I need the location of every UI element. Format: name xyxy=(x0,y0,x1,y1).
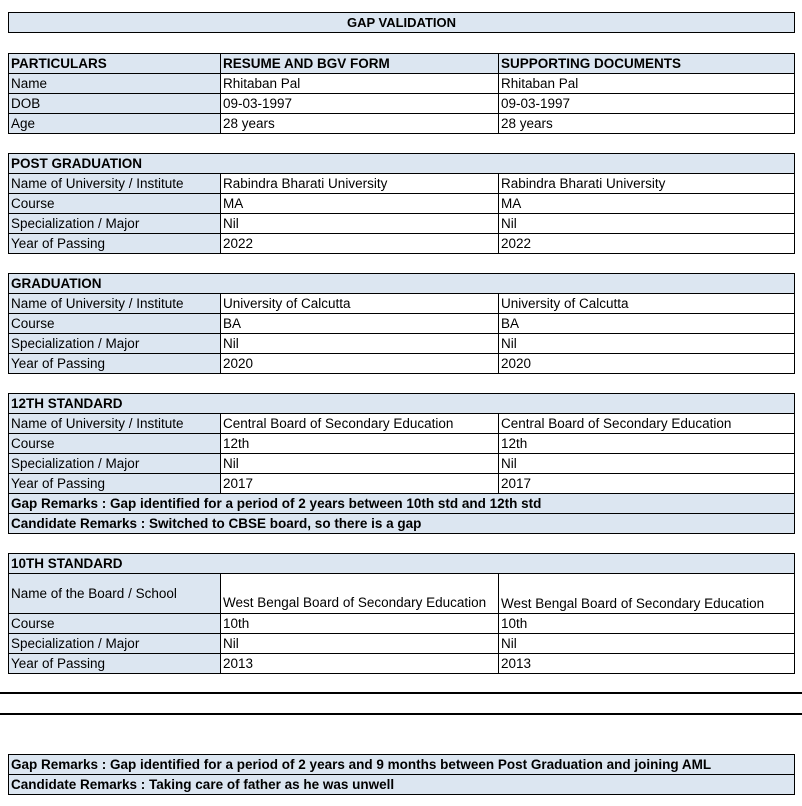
section-header-row xyxy=(9,554,795,574)
resume-value: Central Board of Secondary Education xyxy=(221,414,499,434)
document-value: 2020 xyxy=(499,354,795,374)
page-title: GAP VALIDATION xyxy=(8,12,795,33)
resume-value: BA xyxy=(221,314,499,334)
table-row xyxy=(9,74,795,94)
table-row xyxy=(9,354,795,374)
overall-remarks-table xyxy=(8,754,795,795)
row-label: Specialization / Major xyxy=(9,334,221,354)
document-value: 10th xyxy=(499,614,795,634)
document-value: Rhitaban Pal xyxy=(499,74,795,94)
resume-value: West Bengal Board of Secondary Education xyxy=(221,574,499,614)
section-heading: 12TH STANDARD xyxy=(9,394,795,414)
table-row xyxy=(9,474,795,494)
document-value: University of Calcutta xyxy=(499,294,795,314)
table-row xyxy=(9,234,795,254)
table-row xyxy=(9,574,795,614)
row-label: Age xyxy=(9,114,221,134)
remarks-row xyxy=(9,494,795,514)
document-value: BA xyxy=(499,314,795,334)
resume-value: 2020 xyxy=(221,354,499,374)
row-label: Specialization / Major xyxy=(9,634,221,654)
resume-value: University of Calcutta xyxy=(221,294,499,314)
header-documents: SUPPORTING DOCUMENTS xyxy=(499,54,795,74)
header-particulars: PARTICULARS xyxy=(9,54,221,74)
remarks-row xyxy=(9,775,795,795)
row-label: Specialization / Major xyxy=(9,454,221,474)
section-heading: GRADUATION xyxy=(9,274,795,294)
row-label: Year of Passing xyxy=(9,354,221,374)
remarks-row xyxy=(9,755,795,775)
particulars-table xyxy=(8,53,795,134)
divider xyxy=(0,692,802,694)
resume-value: 09-03-1997 xyxy=(221,94,499,114)
section-heading: POST GRADUATION xyxy=(9,154,795,174)
resume-value: 2017 xyxy=(221,474,499,494)
document-value: Nil xyxy=(499,334,795,354)
table-row xyxy=(9,94,795,114)
document-value: Rabindra Bharati University xyxy=(499,174,795,194)
table-row xyxy=(9,414,795,434)
resume-value: Rabindra Bharati University xyxy=(221,174,499,194)
row-label: Year of Passing xyxy=(9,654,221,674)
resume-value: Nil xyxy=(221,454,499,474)
row-label: Course xyxy=(9,434,221,454)
document-value: 28 years xyxy=(499,114,795,134)
document-value: MA xyxy=(499,194,795,214)
section-header-row xyxy=(9,54,795,74)
table-row xyxy=(9,634,795,654)
row-label: Name of the Board / School xyxy=(9,574,221,614)
table-row xyxy=(9,434,795,454)
document-value: 2013 xyxy=(499,654,795,674)
resume-value: 12th xyxy=(221,434,499,454)
divider xyxy=(0,713,802,715)
row-label: Name of University / Institute xyxy=(9,294,221,314)
row-label: Name xyxy=(9,74,221,94)
document-value: 09-03-1997 xyxy=(499,94,795,114)
resume-value: Nil xyxy=(221,214,499,234)
gap-remarks: Gap Remarks : Gap identified for a period of 2 years and 9 months between Post Graduation and joining AML xyxy=(9,755,795,775)
resume-value: Nil xyxy=(221,334,499,354)
section-header-row xyxy=(9,394,795,414)
resume-value: Nil xyxy=(221,634,499,654)
document-value: 2022 xyxy=(499,234,795,254)
row-label: Specialization / Major xyxy=(9,214,221,234)
document-value: 12th xyxy=(499,434,795,454)
row-label: Name of University / Institute xyxy=(9,174,221,194)
table-row xyxy=(9,654,795,674)
document-value: Nil xyxy=(499,454,795,474)
row-label: Year of Passing xyxy=(9,474,221,494)
row-label: Course xyxy=(9,614,221,634)
document-value: 2017 xyxy=(499,474,795,494)
table-row xyxy=(9,614,795,634)
resume-value: 2013 xyxy=(221,654,499,674)
section-heading: 10TH STANDARD xyxy=(9,554,795,574)
row-label: Course xyxy=(9,194,221,214)
table-row xyxy=(9,214,795,234)
row-label: Year of Passing xyxy=(9,234,221,254)
resume-value: Rhitaban Pal xyxy=(221,74,499,94)
header-resume: RESUME AND BGV FORM xyxy=(221,54,499,74)
table-row xyxy=(9,174,795,194)
section-header-row xyxy=(9,274,795,294)
remarks-row xyxy=(9,514,795,534)
table-row xyxy=(9,114,795,134)
document-value: West Bengal Board of Secondary Education xyxy=(499,574,795,614)
row-label: DOB xyxy=(9,94,221,114)
document-value: Central Board of Secondary Education xyxy=(499,414,795,434)
resume-value: 28 years xyxy=(221,114,499,134)
document-value: Nil xyxy=(499,634,795,654)
row-label: Course xyxy=(9,314,221,334)
twelfth-standard-table xyxy=(8,393,795,534)
table-row xyxy=(9,194,795,214)
table-row xyxy=(9,294,795,314)
resume-value: 2022 xyxy=(221,234,499,254)
gap-remarks: Gap Remarks : Gap identified for a period of 2 years between 10th std and 12th std xyxy=(9,494,795,514)
document-value: Nil xyxy=(499,214,795,234)
tenth-standard-table xyxy=(8,553,795,674)
candidate-remarks: Candidate Remarks : Taking care of father as he was unwell xyxy=(9,775,795,795)
table-row xyxy=(9,334,795,354)
post-graduation-table xyxy=(8,153,795,254)
row-label: Name of University / Institute xyxy=(9,414,221,434)
table-row xyxy=(9,454,795,474)
graduation-table xyxy=(8,273,795,374)
candidate-remarks: Candidate Remarks : Switched to CBSE board, so there is a gap xyxy=(9,514,795,534)
resume-value: MA xyxy=(221,194,499,214)
resume-value: 10th xyxy=(221,614,499,634)
table-row xyxy=(9,314,795,334)
section-header-row xyxy=(9,154,795,174)
